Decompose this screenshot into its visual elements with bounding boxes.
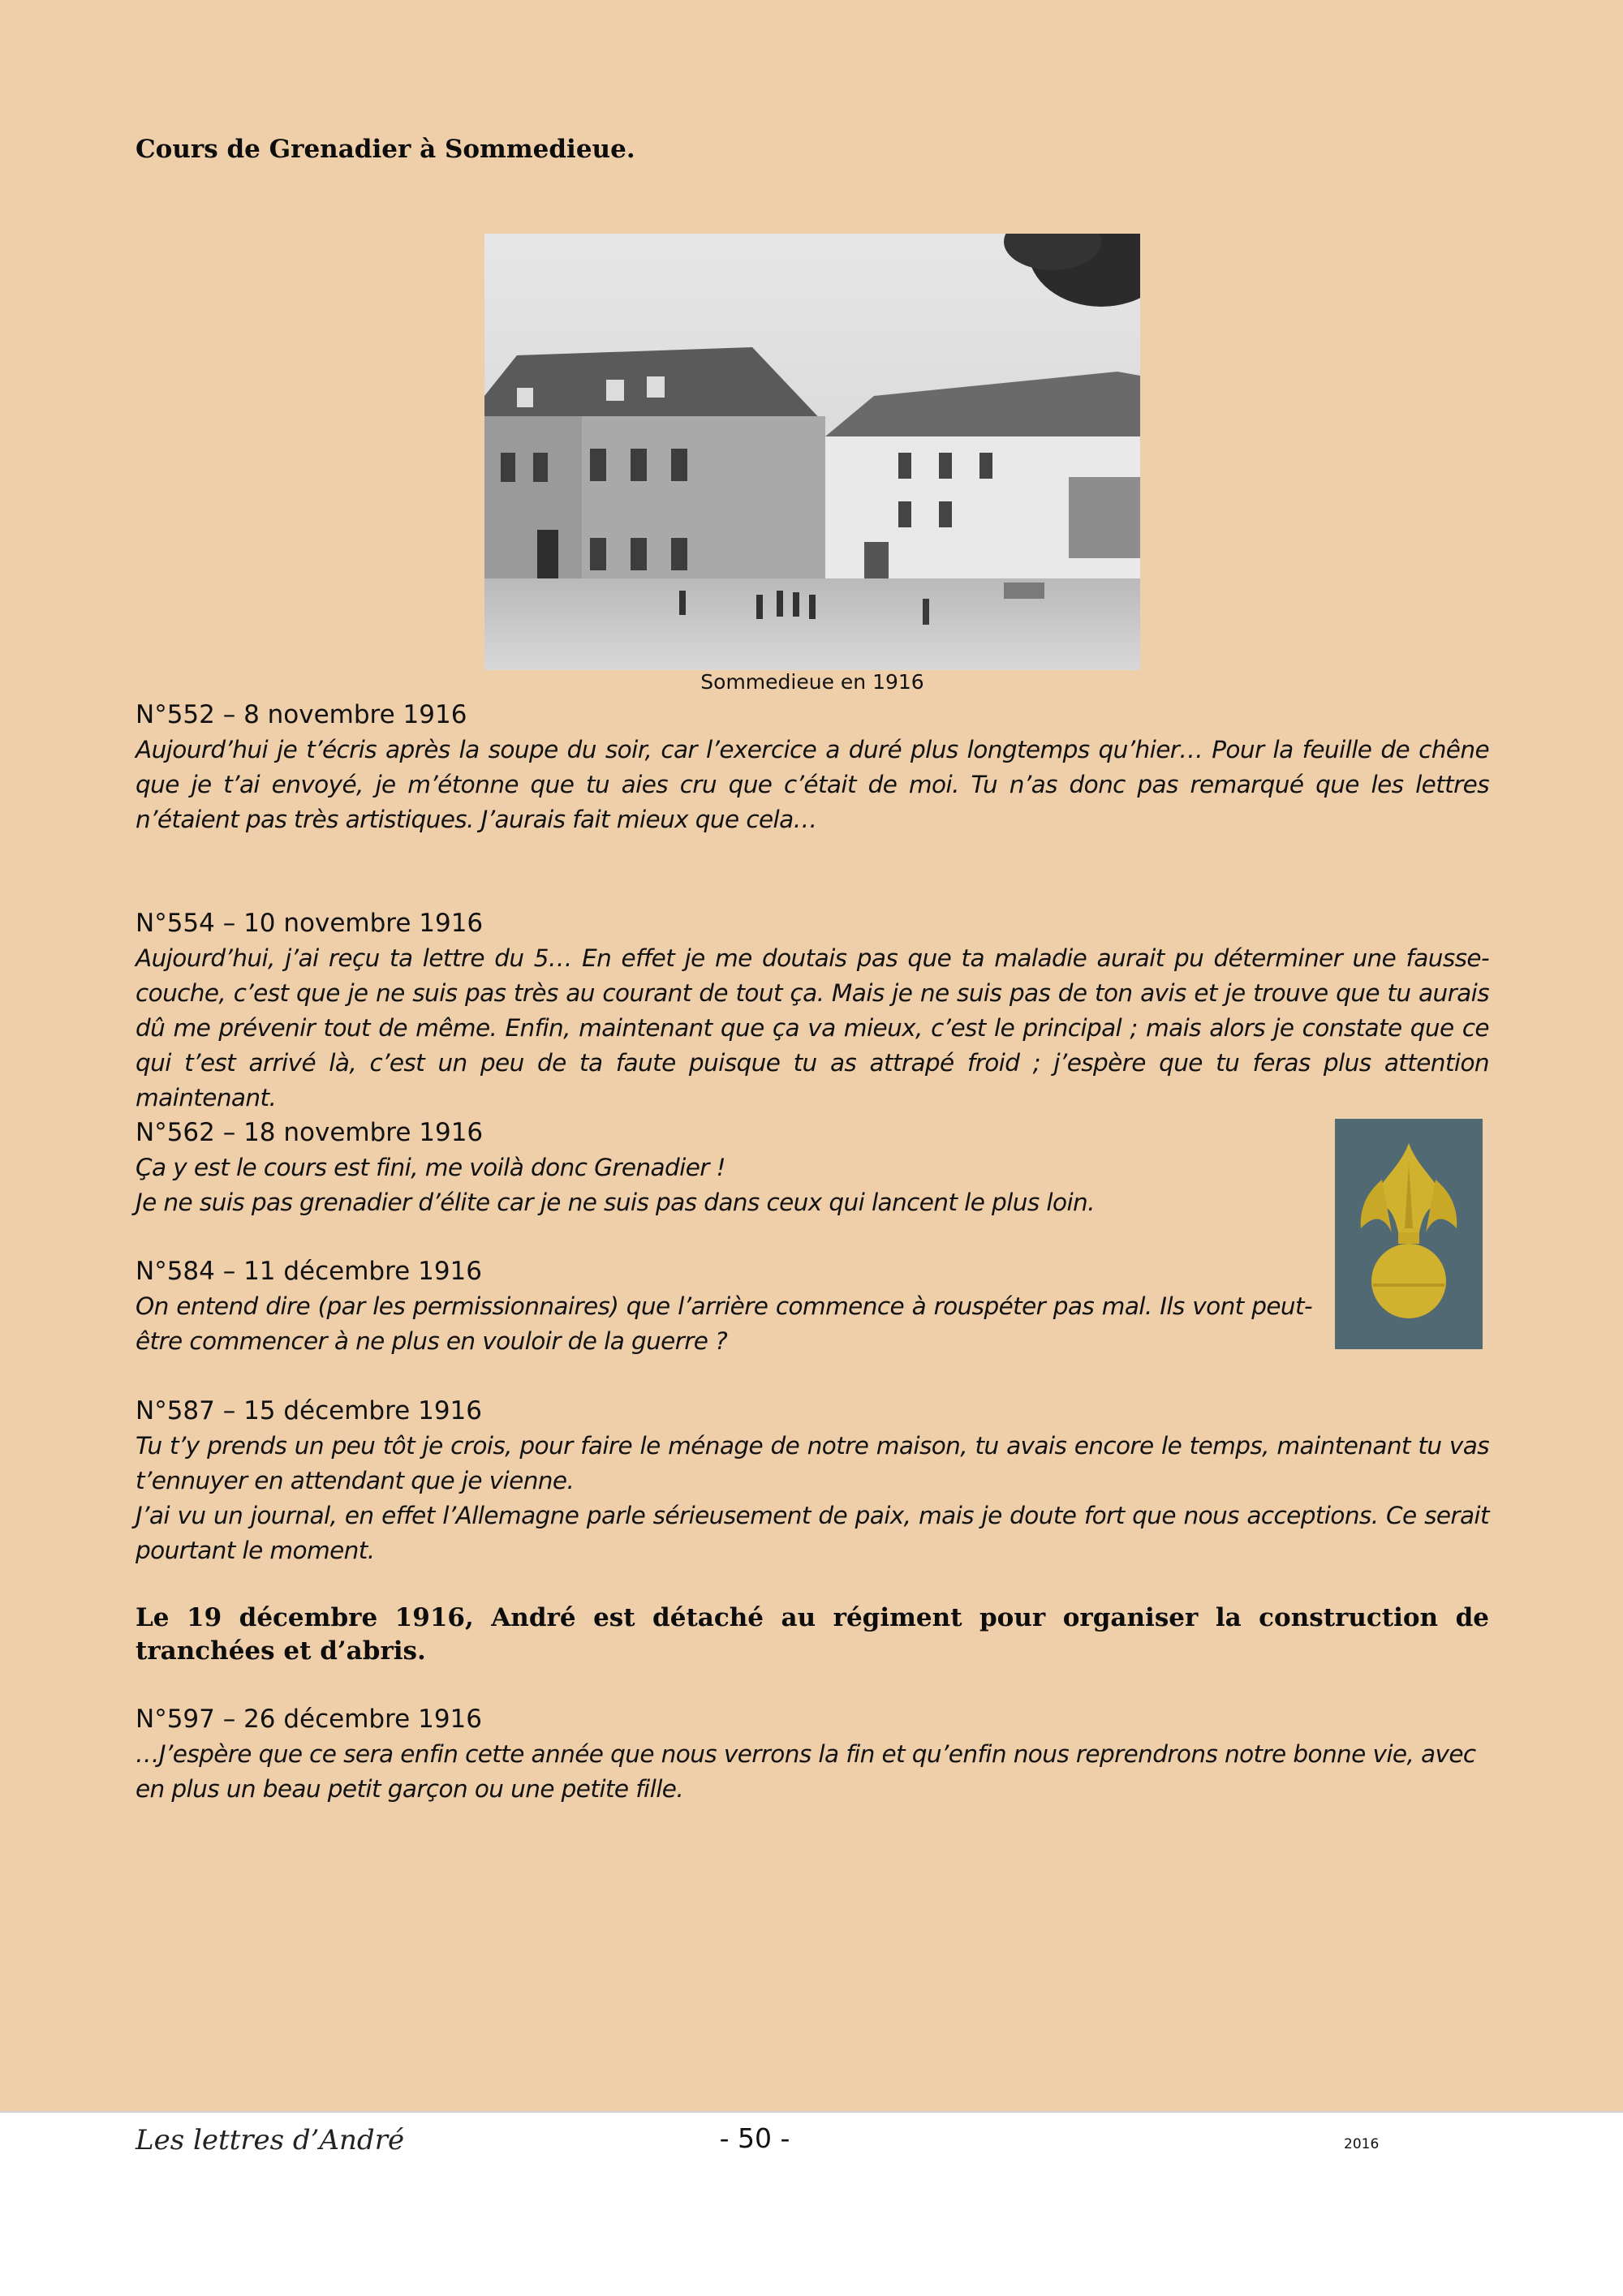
page-title: Cours de Grenadier à Sommedieue. — [136, 135, 635, 164]
letter-paragraph: …J’espère que ce sera enfin cette année que nous verrons la fin et qu’enfin nous reprendrons notre bonne vie, avec en plus un beau petit garçon ou une petite fille. — [136, 1740, 1476, 1803]
letter-584 — [136, 1254, 1312, 1359]
footer-brand: Les lettres d’André — [136, 2124, 405, 2156]
letter-body — [136, 733, 1489, 837]
letter-562 — [136, 1116, 1304, 1220]
footer-year: 2016 — [1344, 2136, 1380, 2152]
letter-body — [136, 1429, 1489, 1568]
letter-552 — [136, 698, 1489, 837]
letter-paragraph: Tu t’y prends un peu tôt je crois, pour faire le ménage de notre maison, tu avais encore le temps, maintenant tu vas t’ennuyer en attendant que je vienne. — [136, 1432, 1489, 1494]
letter-paragraph: On entend dire (par les permissionnaires) que l’arrière commence à rouspéter pas mal. Ils vont peut-être commencer à ne plus en vouloir de la guerre ? — [136, 1292, 1312, 1355]
letter-header: N°587 – 15 décembre 1916 — [136, 1396, 482, 1425]
letter-body — [136, 941, 1489, 1116]
narrative-note: Le 19 décembre 1916, André est détaché au régiment pour organiser la construction de tranchées et d’abris. — [136, 1603, 1489, 1666]
letter-554 — [136, 906, 1489, 1116]
letter-paragraph: Je ne suis pas grenadier d’élite car je ne suis pas dans ceux qui lancent le plus loin. — [136, 1189, 1095, 1216]
letter-597 — [136, 1702, 1489, 1807]
page-number: - 50 - — [719, 2122, 790, 2154]
letter-header: N°554 – 10 novembre 1916 — [136, 909, 484, 938]
letter-paragraph: Aujourd’hui je t’écris après la soupe du soir, car l’exercice a duré plus longtemps qu’hier… Pour la feuille de chêne que je t’ai envoyé, je m’étonne que tu aies cru que c’était de moi. Tu n’as donc pas remarqué que les lettres n’étaient pas très artistiques. J’aurais fait mieux que cela… — [136, 736, 1489, 833]
footer-divider — [0, 2111, 1623, 2113]
photo-sommedieue — [484, 234, 1140, 670]
grenade-badge-icon — [1335, 1119, 1483, 1349]
letter-587 — [136, 1394, 1489, 1568]
letter-header: N°597 – 26 décembre 1916 — [136, 1705, 482, 1734]
letter-paragraph: Ça y est le cours est fini, me voilà donc Grenadier ! — [136, 1154, 725, 1181]
letter-body — [136, 1289, 1312, 1359]
grenadier-badge — [1335, 1119, 1483, 1349]
letter-header: N°562 – 18 novembre 1916 — [136, 1118, 484, 1147]
letter-header: N°552 – 8 novembre 1916 — [136, 700, 467, 729]
letter-body — [136, 1737, 1489, 1807]
photo-caption: Sommedieue en 1916 — [700, 670, 924, 694]
letter-paragraph: J’ai vu un journal, en effet l’Allemagne parle sérieusement de paix, mais je doute fort que nous acceptions. Ce serait pourtant le moment. — [136, 1502, 1489, 1564]
letter-header: N°584 – 11 décembre 1916 — [136, 1257, 482, 1286]
historic-photo-icon — [484, 234, 1140, 670]
letter-paragraph: Aujourd’hui, j’ai reçu ta lettre du 5… En effet je me doutais pas que ta maladie aurait pu déterminer une fausse-couche, c’est que je ne suis pas très au courant de tout ça. Mais je ne suis pas de ton avis et je trouve que tu aurais dû me prévenir tout de même. Enfin, maintenant que ça va mieux, c’est le principal ; mais alors je constate que ce qui t’est arrivé là, c’est un peu de ta faute puisque tu as attrapé froid ; j’espère que tu feras plus attention maintenant. — [136, 944, 1489, 1111]
letter-body — [136, 1150, 1304, 1220]
